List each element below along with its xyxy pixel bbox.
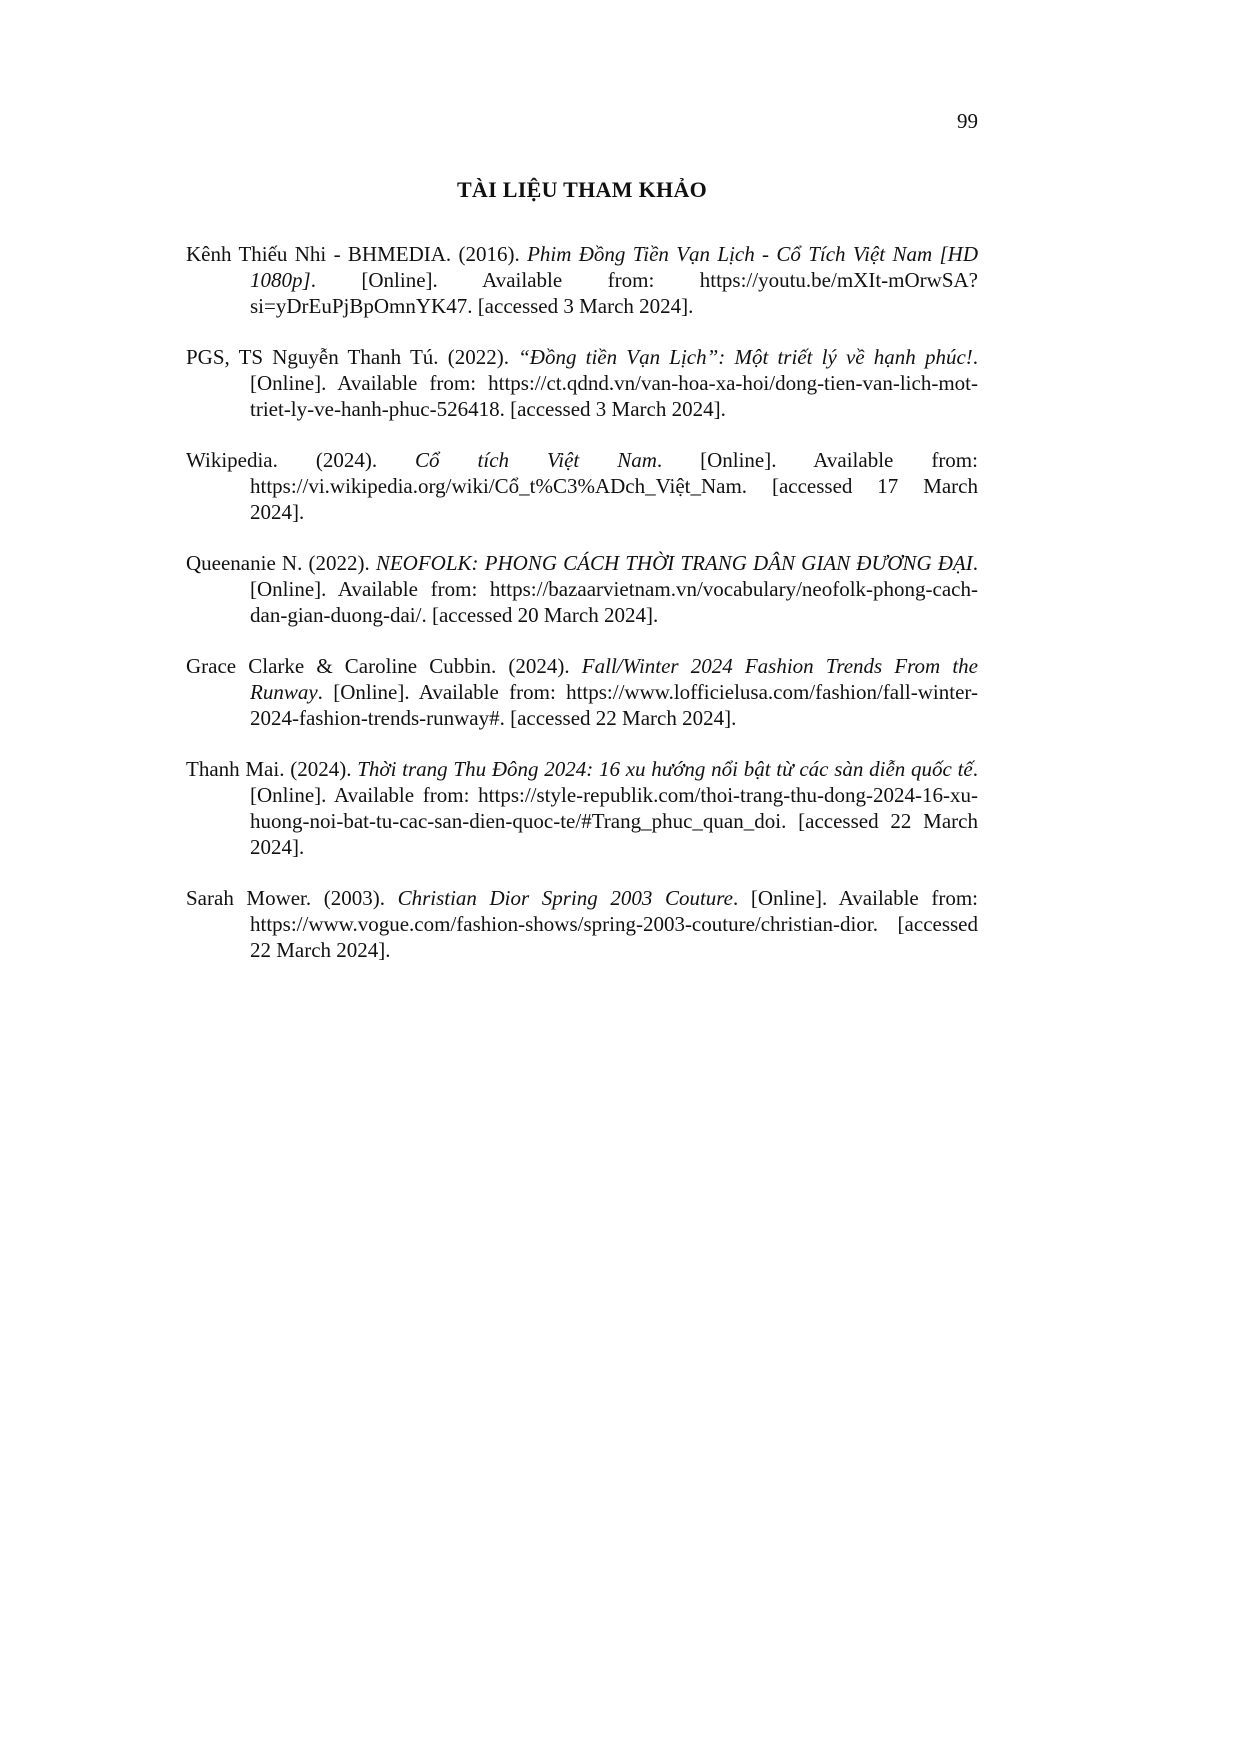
reference-text: . [Online]. Available from: https://www.lofficielusa.com/fashion/fall-winter-2024-fashion-trends-runway#. [accessed 22 March 2024]. [250, 680, 978, 730]
reference-text: . [Online]. Available from: https://youtu.be/mXIt-mOrwSA?si=yDrEuPjBpOmnYK47. [accessed 3 March 2024]. [250, 268, 978, 318]
reference-list [186, 241, 978, 963]
page-title: TÀI LIỆU THAM KHẢO [456, 177, 708, 202]
reference-text: Kênh Thiếu Nhi - BHMEDIA. (2016). [186, 242, 528, 266]
reference-entry [186, 885, 978, 963]
reference-text: . [Online]. Available from: https://style-republik.com/thoi-trang-thu-dong-2024-16-xu-huong-noi-bat-tu-cac-san-dien-quoc-te/#Trang_phuc_quan_doi. [accessed 22 March 2024]. [250, 757, 978, 859]
reference-entry [186, 241, 978, 319]
reference-text: PGS, TS Nguyễn Thanh Tú. (2022). [186, 345, 519, 369]
reference-title: Thời trang Thu Đông 2024: 16 xu hướng nổi bật từ các sàn diễn quốc tế [357, 757, 973, 781]
reference-text: Sarah Mower. (2003). [186, 886, 398, 910]
reference-text: . [Online]. Available from: https://ct.qdnd.vn/van-hoa-xa-hoi/dong-tien-van-lich-mot-triet-ly-ve-hanh-phuc-526418. [accessed 3 March 2024]. [250, 345, 979, 421]
reference-text: Queenanie N. (2022). [186, 551, 376, 575]
reference-entry [186, 653, 978, 731]
reference-title: Phim Đồng Tiền Vạn Lịch - Cổ Tích Việt Nam [HD 1080p] [250, 242, 978, 292]
page-number: 99 [957, 109, 978, 133]
reference-text: . [Online]. Available from: https://vi.wikipedia.org/wiki/Cổ_t%C3%ADch_Việt_Nam. [accessed 17 March 2024]. [250, 448, 978, 524]
reference-title: NEOFOLK: PHONG CÁCH THỜI TRANG DÂN GIAN ĐƯƠNG ĐẠI [375, 551, 973, 575]
reference-text: Grace Clarke & Caroline Cubbin. (2024). [186, 654, 582, 678]
reference-entry [186, 756, 978, 860]
reference-title: Christian Dior Spring 2003 Couture [397, 886, 734, 910]
reference-text: Wikipedia. (2024). [186, 448, 416, 472]
reference-entry [186, 550, 978, 628]
reference-text: Thanh Mai. (2024). [186, 757, 358, 781]
reference-text: . [Online]. Available from: https://www.vogue.com/fashion-shows/spring-2003-couture/christian-dior. [accessed 22 March 2024]. [250, 886, 978, 962]
reference-entry [186, 344, 978, 422]
reference-title: Cổ tích Việt Nam [415, 448, 657, 472]
reference-entry [186, 447, 978, 525]
reference-title: “Đồng tiền Vạn Lịch”: Một triết lý về hạnh phúc! [518, 345, 973, 369]
reference-title: Fall/Winter 2024 Fashion Trends From the Runway [250, 654, 978, 704]
reference-text: . [Online]. Available from: https://bazaarvietnam.vn/vocabulary/neofolk-phong-cach-dan-gian-duong-dai/. [accessed 20 March 2024]. [250, 551, 978, 627]
